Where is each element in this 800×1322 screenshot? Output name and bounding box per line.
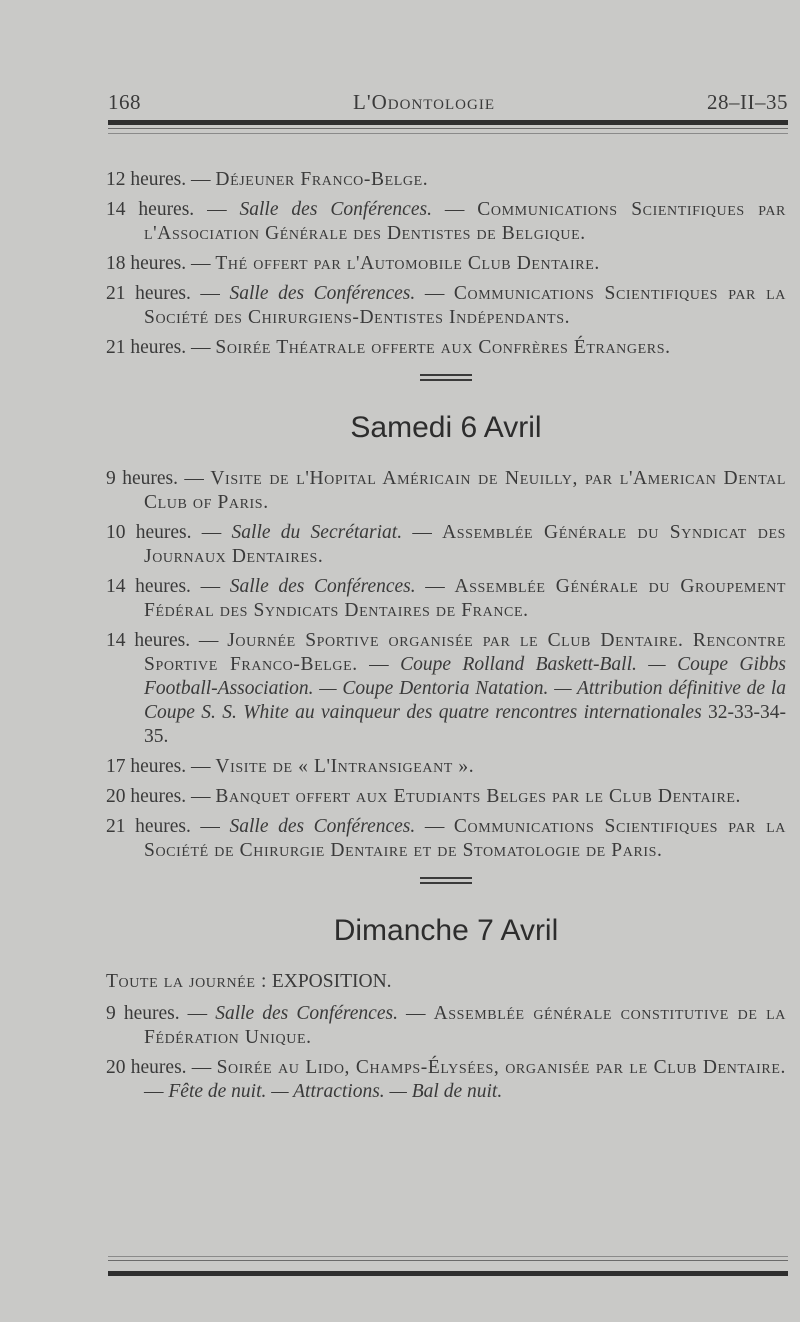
- entry-text: —: [415, 576, 455, 597]
- schedule-entry: [106, 1056, 786, 1104]
- schedule-entry: [106, 252, 786, 276]
- entry-text: Visite de l'Hopital Américain de Neuilly, par l'American Dental Club of Paris.: [144, 468, 786, 513]
- friday-schedule: [106, 168, 786, 360]
- entry-time: 9 heures. —: [106, 468, 211, 489]
- entry-text: Salle des Conférences.: [215, 1003, 398, 1024]
- entry-time: 14 heures. —: [106, 199, 240, 220]
- schedule-entry: [106, 755, 786, 779]
- journal-title: L'Odontologie: [353, 90, 495, 114]
- entry-text: Salle des Conférences.: [239, 199, 432, 220]
- entry-time: 18 heures. —: [106, 253, 216, 274]
- entry-time: 17 heures. —: [106, 756, 216, 777]
- entry-text: Communications Scientifiques par la Société des Chirurgiens-Dentistes Indépendants.: [144, 283, 786, 328]
- header-rule: [108, 120, 788, 134]
- entry-time: 21 heures. —: [106, 337, 216, 358]
- schedule-entry: [106, 785, 786, 809]
- entry-text: Salle des Conférences.: [229, 576, 416, 597]
- schedule-entry: [106, 815, 786, 863]
- entry-text: —: [397, 1003, 434, 1024]
- sunday-schedule: [106, 1002, 786, 1104]
- issue-date: 28–II–35: [706, 90, 788, 114]
- entry-text: Soirée Théatrale offerte aux Confrères Étrangers.: [215, 337, 671, 358]
- entry-text: Fête de nuit. — Attractions. — Bal de nuit.: [168, 1081, 503, 1102]
- entry-time: 20 heures. —: [106, 786, 216, 807]
- program-content: [106, 168, 786, 1110]
- all-day-value: EXPOSITION.: [271, 971, 392, 992]
- day-heading-saturday: Samedi 6 Avril: [350, 411, 542, 444]
- entry-text: Soirée au Lido, Champs-Élysées, organisée par le Club Dentaire.: [216, 1057, 786, 1078]
- entry-text: Banquet offert aux Etudiants Belges par le Club Dentaire.: [215, 786, 742, 807]
- entry-time: 9 heures. —: [106, 1003, 216, 1024]
- entry-time: 10 heures. —: [106, 522, 232, 543]
- entry-text: —: [415, 283, 454, 304]
- entry-time: 12 heures. —: [106, 169, 216, 190]
- schedule-entry: [106, 336, 786, 360]
- entry-text: Salle des Conférences.: [229, 816, 416, 837]
- page-header: [108, 90, 788, 115]
- saturday-schedule: [106, 467, 786, 863]
- all-day-line: [106, 970, 786, 994]
- entry-time: 21 heures. —: [106, 283, 230, 304]
- entry-time: 14 heures. —: [106, 630, 228, 651]
- entry-text: —: [415, 816, 454, 837]
- entry-text: Thé offert par l'Automobile Club Dentaire.: [215, 253, 600, 274]
- entry-text: 32-33-34-35.: [144, 702, 786, 747]
- entry-text: Assemblée générale constitutive de la Fédération Unique.: [144, 1003, 787, 1048]
- entry-text: Communications Scientifiques par l'Association Générale des Dentistes de Belgique.: [144, 199, 786, 244]
- entry-text: Déjeuner Franco-Belge.: [215, 169, 429, 190]
- day-heading-sunday: Dimanche 7 Avril: [333, 914, 559, 947]
- entry-text: Salle des Conférences.: [229, 283, 416, 304]
- entry-text: Journée Sportive organisée par le Club Dentaire. Rencontre Sportive Franco-Belge.: [144, 630, 787, 675]
- entry-time: 14 heures. —: [106, 576, 230, 597]
- schedule-entry: [106, 282, 786, 330]
- schedule-entry: [106, 1002, 786, 1050]
- entry-time: 21 heures. —: [106, 816, 230, 837]
- entry-text: —: [431, 199, 478, 220]
- schedule-entry: [106, 467, 786, 515]
- section-separator: [420, 374, 472, 381]
- schedule-entry: [106, 198, 786, 246]
- entry-text: Visite de « L'Intransigeant ».: [215, 756, 475, 777]
- entry-text: Salle du Secrétariat.: [231, 522, 403, 543]
- entry-text: Assemblée Générale du Groupement Fédéral des Syndicats Dentaires de France.: [144, 576, 786, 621]
- schedule-entry: [106, 575, 786, 623]
- all-day-label: Toute la journée :: [106, 971, 267, 992]
- entry-text: —: [402, 522, 443, 543]
- entry-text: Communications Scientifiques par la Société de Chirurgie Dentaire et de Stomatologie de Paris.: [144, 816, 786, 861]
- entry-text: Coupe Rolland Baskett-Ball. — Coupe Gibbs Football-Association. — Coupe Dentoria Natation. — Attribution définitive de la Coupe S. S. White au vainqueur des quatre rencontres internationales: [144, 654, 787, 723]
- schedule-entry: [106, 629, 786, 749]
- footer-rule: [108, 1252, 788, 1276]
- section-separator: [420, 877, 472, 884]
- entry-time: 20 heures. —: [106, 1057, 217, 1078]
- schedule-entry: [106, 521, 786, 569]
- schedule-entry: [106, 168, 786, 192]
- page-number: 168: [108, 90, 141, 114]
- entry-text: —: [357, 654, 401, 675]
- entry-text: Assemblée Générale du Syndicat des Journaux Dentaires.: [144, 522, 786, 567]
- entry-text: —: [144, 1081, 169, 1102]
